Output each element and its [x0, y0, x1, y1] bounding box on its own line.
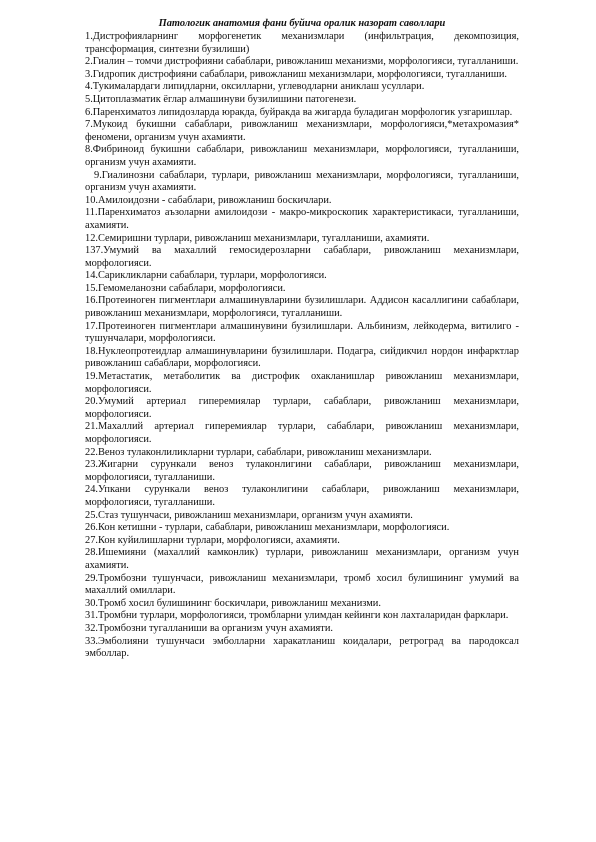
question-item: 22.Веноз тулаконлиликларни турлари, сабаблари, ривожланиш механизмлари. — [85, 446, 432, 458]
document-title: Патологик анатомия фани буйича оралик назорат саволлари — [158, 18, 446, 29]
question-item: 12.Семиришни турлари, ривожланиш механизмлари, тугалланиши, ахамияти. — [85, 232, 430, 244]
question-item: 24.Упкани сурункали веноз тулаконлигини сабаблари, ривожланиш механизмлари, морфологияси, тугалланиши. — [85, 484, 519, 508]
question-item: 17.Протеиноген пигментлари алмашинувини бузилишлари. Альбинизм, лейкодерма, витилиго - тушунчалари, морфологияси. — [85, 320, 519, 345]
question-item: 1.Дистрофияларнинг морфогенетик механизмлари (инфильтрация, декомпозиция, трансформация, синтезни бузилиши) — [85, 31, 519, 55]
question-item: 30.Тромб хосил булишининг боскичлари, ривожланиш механизми. — [85, 597, 381, 609]
question-item: 11.Паренхиматоз аъзоларни амилоидози - макро-микроскопик характеристикаси, тугалланиши, ахамияти. — [85, 207, 519, 231]
question-item: 19.Метастатик, метаболитик ва дистрофик охакланишлар ривожланиш механизмлари, морфологияси. — [85, 371, 519, 395]
question-item: 15.Гемомеланозни сабаблари, морфологияси. — [85, 282, 286, 294]
question-item: 8.Фибриноид букишни сабаблари, ривожланиш механизмлари, морфологияси, тугалланиши, организм учун ахамияти. — [85, 144, 519, 168]
question-item: 20.Умумий артериал гиперемиялар турлари, сабаблари, ривожланиш механизмлари, морфологияси. — [85, 396, 519, 420]
question-item: 23.Жигарни сурункали веноз тулаконлигини сабаблари, ривожланиш механизмлари, морфологияси, тугалланиши. — [85, 459, 519, 483]
question-item: 7.Мукоид букишни сабаблари, ривожланиш механизмлари, морфологияси,*метахромазия* феномени, организм учун ахамияти. — [85, 119, 519, 143]
question-item: 3.Гидропик дистрофияни сабаблари, ривожланиш механизмлари, морфологияси, тугалланиши. — [85, 68, 508, 80]
question-item: 31.Тромбни турлари, морфологияси, тромбларни улимдан кейинги кон лахталаридан фарклари. — [85, 610, 509, 622]
question-item: 29.Тромбозни тушунчаси, ривожланиш механизмлари, тромб хосил булишининг умумий ва махаллий омиллари. — [85, 572, 519, 597]
question-item: 21.Махаллий артериал гиперемиялар турлари, сабаблари, ривожланиш механизмлари, морфологияси. — [85, 421, 519, 445]
document-page — [85, 18, 519, 661]
question-item: 16.Протеиноген пигментлари алмашинувларини бузилишлари. Аддисон касаллигини сабаблари, ривожланиш механизмлари, морфологияси, тугалланиши. — [85, 295, 519, 320]
question-item: 4.Тукималардаги липидларни, оксилларни, углеводларни аниклаш усуллари. — [85, 81, 425, 93]
question-item: 32.Тромбозни тугалланиши ва организм учун ахамияти. — [85, 622, 334, 634]
question-item: 33.Эмболияни тушунчаси эмболларни харакатланиш коидалари, ретроград ва пародоксал эмболлар. — [85, 635, 519, 660]
question-list — [85, 31, 519, 661]
question-item: 10.Амилоидозни - сабаблари, ривожланиш боскичлари. — [85, 194, 332, 206]
question-item: 5.Цитоплазматик ёглар алмашинуви бузилишини патогенези. — [85, 93, 357, 105]
question-item: 27.Кон куйилишларни турлари, морфологияси, ахамияти. — [85, 534, 340, 546]
question-item: 28.Ишемияни (махаллий камконлик) турлари, ривожланиш механизмлари, организм учун ахамияти. — [85, 547, 519, 571]
question-item: 18.Нуклеопротеидлар алмашинувларини бузилишлари. Подагра, сийдикчил нордон инфарктлар ривожланиш сабаблари, морфологияси. — [85, 345, 519, 370]
question-item: 25.Стаз тушунчаси, ривожланиш механизмлари, организм учун ахамияти. — [85, 509, 413, 521]
question-item: 137.Умумий ва махаллий гемосидерозларни сабаблари, ривожланиш механизмлари, морфологияси. — [85, 245, 519, 269]
question-item: 14.Сарикликларни сабаблари, турлари, морфологияси. — [85, 270, 327, 282]
question-item: 9.Гиалинозни сабаблари, турлари, ривожланиш механизмлари, морфологияси, тугалланиши, организм учун ахамияти. — [85, 169, 519, 194]
question-item: 26.Кон кетишни - турлари, сабаблари, ривожланиш механизмлари, морфологияси. — [85, 522, 450, 534]
question-item: 2.Гиалин – томчи дистрофияни сабаблари, ривожланиш механизми, морфологияси, тугалланиши. — [85, 56, 519, 68]
question-item: 6.Паренхиматоз липидозларда юракда, буйракда ва жигарда буладиган морфологик узгаришлар. — [85, 106, 513, 118]
